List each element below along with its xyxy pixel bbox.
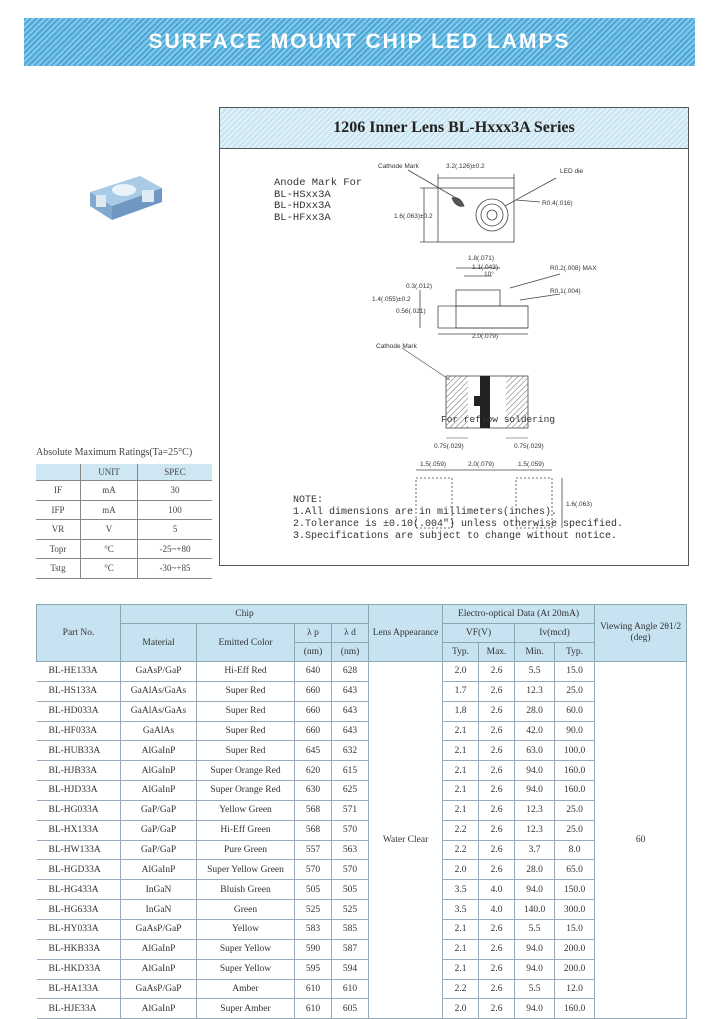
iv-min: 42.0	[515, 721, 555, 741]
iv-min: 28.0	[515, 701, 555, 721]
abs-max-param: VR	[36, 520, 81, 540]
iv-min: 94.0	[515, 781, 555, 801]
chip-material: InGaN	[121, 880, 197, 900]
label-pad-15-left: 1.5(.059)	[420, 461, 447, 468]
abs-max-title: Absolute Maximum Ratings(Ta=25°C)	[36, 447, 193, 458]
chip-material: AlGaInP	[121, 741, 197, 761]
iv-typ: 150.0	[555, 880, 595, 900]
emitted-color: Super Red	[197, 681, 295, 701]
iv-min: 140.0	[515, 900, 555, 920]
vf-typ: 1.8	[443, 701, 479, 721]
chip-material: AlGaInP	[121, 761, 197, 781]
emitted-color: Green	[197, 900, 295, 920]
vf-max: 2.6	[479, 860, 515, 880]
part-number: BL-HG633A	[37, 900, 121, 920]
vf-max: 2.6	[479, 840, 515, 860]
lambda-p: 610	[295, 999, 332, 1019]
lambda-p: 505	[295, 880, 332, 900]
abs-max-spec: 5	[138, 520, 213, 540]
chip-material: AlGaInP	[121, 860, 197, 880]
iv-min: 12.3	[515, 800, 555, 820]
chip-material: AlGaInP	[121, 959, 197, 979]
vf-max: 2.6	[479, 800, 515, 820]
chip-material: AlGaInP	[121, 999, 197, 1019]
iv-min: 12.3	[515, 820, 555, 840]
lambda-d: 643	[332, 701, 369, 721]
part-number: BL-HJE33A	[37, 999, 121, 1019]
note-line: NOTE:	[293, 495, 324, 506]
table-row	[37, 721, 687, 741]
vf-max: 2.6	[479, 701, 515, 721]
part-number: BL-HUB33A	[37, 741, 121, 761]
led-chip-illustration	[86, 168, 166, 224]
abs-max-header: SPEC	[138, 464, 213, 481]
iv-typ: 15.0	[555, 919, 595, 939]
lambda-p: 620	[295, 761, 332, 781]
abs-max-header-row	[36, 464, 212, 481]
vf-max: 2.6	[479, 781, 515, 801]
iv-typ: 200.0	[555, 939, 595, 959]
emitted-color: Super Amber	[197, 999, 295, 1019]
iv-min: 5.5	[515, 662, 555, 682]
col-emitted-color: Emitted Color	[197, 624, 295, 662]
abs-max-spec: -25~+80	[138, 539, 213, 559]
notes	[293, 495, 623, 543]
abs-max-unit: mA	[81, 500, 138, 520]
chip-material: AlGaInP	[121, 939, 197, 959]
emitted-color: Super Red	[197, 721, 295, 741]
iv-min: 94.0	[515, 959, 555, 979]
abs-max-row	[36, 539, 212, 559]
emitted-color: Pure Green	[197, 840, 295, 860]
table-row	[37, 900, 687, 920]
col-nm: (nm)	[295, 643, 332, 662]
col-nm: (nm)	[332, 643, 369, 662]
label-height: 1.6(.063)±0.2	[394, 213, 433, 220]
iv-min: 94.0	[515, 761, 555, 781]
chip-material: GaP/GaP	[121, 820, 197, 840]
iv-typ: 160.0	[555, 781, 595, 801]
iv-typ: 300.0	[555, 900, 595, 920]
part-number: BL-HW133A	[37, 840, 121, 860]
abs-max-unit: °C	[81, 539, 138, 559]
part-number: BL-HX133A	[37, 820, 121, 840]
vf-typ: 2.2	[443, 979, 479, 999]
emitted-color: Yellow Green	[197, 800, 295, 820]
lambda-p: 557	[295, 840, 332, 860]
note-line: 2.Tolerance is ±0.10(.004") unless otherwise specified.	[293, 519, 624, 530]
reflow-caption: For reflow soldering	[441, 414, 556, 425]
iv-min: 28.0	[515, 860, 555, 880]
lambda-d: 570	[332, 820, 369, 840]
note-line: 1.All dimensions are in millimeters(inches).	[293, 507, 558, 518]
col-electro-optical: Electro-optical Data (At 20mA)	[443, 605, 595, 624]
lambda-d: 563	[332, 840, 369, 860]
vf-typ: 2.0	[443, 860, 479, 880]
table-row	[37, 999, 687, 1019]
iv-typ: 200.0	[555, 959, 595, 979]
label-width: 3.2(.126)±0.2	[446, 163, 485, 170]
series-panel	[219, 107, 689, 566]
emitted-color: Bluish Green	[197, 880, 295, 900]
col-lambda-p: λ p	[295, 624, 332, 643]
vf-typ: 2.1	[443, 919, 479, 939]
table-row	[37, 959, 687, 979]
vf-typ: 2.0	[443, 999, 479, 1019]
vf-max: 2.6	[479, 761, 515, 781]
lambda-d: 632	[332, 741, 369, 761]
chip-material: GaAsP/GaP	[121, 979, 197, 999]
iv-typ: 160.0	[555, 761, 595, 781]
vf-typ: 2.2	[443, 820, 479, 840]
vf-typ: 2.1	[443, 939, 479, 959]
vf-typ: 2.1	[443, 781, 479, 801]
lambda-d: 605	[332, 999, 369, 1019]
part-number: BL-HJB33A	[37, 761, 121, 781]
vf-max: 2.6	[479, 999, 515, 1019]
note-line: 3.Specifications are subject to change without notice.	[293, 531, 618, 542]
lambda-d: 643	[332, 681, 369, 701]
vf-max: 2.6	[479, 662, 515, 682]
abs-max-spec: 30	[138, 481, 213, 501]
series-header	[220, 108, 688, 149]
table-row	[37, 741, 687, 761]
table-row	[37, 681, 687, 701]
iv-min: 3.7	[515, 840, 555, 860]
vf-typ: 2.1	[443, 959, 479, 979]
vf-max: 2.6	[479, 919, 515, 939]
lambda-p: 568	[295, 800, 332, 820]
part-number: BL-HKD33A	[37, 959, 121, 979]
iv-min: 5.5	[515, 979, 555, 999]
iv-min: 94.0	[515, 939, 555, 959]
chip-material: GaP/GaP	[121, 800, 197, 820]
iv-min: 94.0	[515, 880, 555, 900]
iv-typ: 100.0	[555, 741, 595, 761]
part-number: BL-HS133A	[37, 681, 121, 701]
table-row	[37, 662, 687, 682]
chip-material: InGaN	[121, 900, 197, 920]
vf-max: 4.0	[479, 900, 515, 920]
vf-typ: 2.1	[443, 741, 479, 761]
vf-typ: 2.1	[443, 761, 479, 781]
chip-material: GaAlAs	[121, 721, 197, 741]
col-lambda-d: λ d	[332, 624, 369, 643]
iv-min: 63.0	[515, 741, 555, 761]
emitted-color: Super Yellow	[197, 959, 295, 979]
viewing-angle-cell: 60	[595, 662, 687, 1019]
label-d11: 1.1(.043)	[472, 264, 499, 271]
vf-typ: 2.2	[443, 840, 479, 860]
emitted-color: Super Yellow Green	[197, 860, 295, 880]
label-d18: 1.8(.071)	[468, 255, 495, 262]
col-iv-min: Min.	[515, 643, 555, 662]
lambda-d: 594	[332, 959, 369, 979]
emitted-color: Super Orange Red	[197, 781, 295, 801]
vf-typ: 1.7	[443, 681, 479, 701]
col-vf-max: Max.	[479, 643, 515, 662]
label-angle: 10°	[484, 271, 494, 278]
table-row	[37, 939, 687, 959]
lambda-p: 610	[295, 979, 332, 999]
iv-typ: 25.0	[555, 820, 595, 840]
lambda-d: 570	[332, 860, 369, 880]
label-pad-20: 2.0(.079)	[468, 461, 495, 468]
col-lens: Lens Appearance	[369, 605, 443, 662]
col-vf-typ: Typ.	[443, 643, 479, 662]
vf-max: 2.6	[479, 820, 515, 840]
part-number: BL-HD033A	[37, 701, 121, 721]
emitted-color: Hi-Eff Green	[197, 820, 295, 840]
chip-material: AlGaInP	[121, 781, 197, 801]
part-number: BL-HG033A	[37, 800, 121, 820]
label-led-die: LED die	[560, 168, 584, 175]
lambda-p: 590	[295, 939, 332, 959]
col-chip: Chip	[121, 605, 369, 624]
anode-mark-line: Anode Mark For	[274, 177, 363, 189]
anode-mark-line: BL-HSxx3A	[274, 188, 331, 201]
label-d075-right: 0.75(.029)	[514, 443, 544, 450]
label-cathode-mark: Cathode Mark	[378, 163, 419, 170]
abs-max-row	[36, 559, 212, 579]
table-row	[37, 840, 687, 860]
label-d075-left: 0.75(.029)	[434, 443, 464, 450]
lambda-d: 525	[332, 900, 369, 920]
iv-typ: 65.0	[555, 860, 595, 880]
abs-max-header: UNIT	[81, 464, 138, 481]
lambda-d: 610	[332, 979, 369, 999]
part-number: BL-HA133A	[37, 979, 121, 999]
series-title: 1206 Inner Lens BL-Hxxx3A Series	[333, 119, 575, 136]
vf-typ: 3.5	[443, 900, 479, 920]
lambda-p: 525	[295, 900, 332, 920]
iv-typ: 90.0	[555, 721, 595, 741]
iv-typ: 60.0	[555, 701, 595, 721]
part-number: BL-HF033A	[37, 721, 121, 741]
abs-max-table	[36, 464, 212, 579]
chip-material: GaAsP/GaP	[121, 919, 197, 939]
abs-max-unit: V	[81, 520, 138, 540]
col-iv-typ: Typ.	[555, 643, 595, 662]
lambda-p: 583	[295, 919, 332, 939]
chip-material: GaAsP/GaP	[121, 662, 197, 682]
abs-max-param: Topr	[36, 539, 81, 559]
label-d14: 1.4(.055)±0.2	[372, 296, 411, 303]
part-number: BL-HE133A	[37, 662, 121, 682]
abs-max-param: Tstg	[36, 559, 81, 579]
vf-max: 2.6	[479, 959, 515, 979]
table-row	[37, 820, 687, 840]
lambda-d: 571	[332, 800, 369, 820]
table-row	[37, 880, 687, 900]
label-pad-15-right: 1.5(.059)	[518, 461, 545, 468]
col-iv: Iv(mcd)	[515, 624, 595, 643]
chip-material: GaAlAs/GaAs	[121, 681, 197, 701]
iv-typ: 15.0	[555, 662, 595, 682]
vf-typ: 2.1	[443, 800, 479, 820]
vf-max: 2.6	[479, 939, 515, 959]
emitted-color: Yellow	[197, 919, 295, 939]
part-number: BL-HJD33A	[37, 781, 121, 801]
col-viewing-angle: Viewing Angle 2θ1/2 (deg)	[595, 605, 687, 662]
lambda-p: 645	[295, 741, 332, 761]
lambda-p: 660	[295, 681, 332, 701]
lambda-p: 640	[295, 662, 332, 682]
anode-mark-line: BL-HFxx3A	[274, 211, 331, 224]
banner-title: SURFACE MOUNT CHIP LED LAMPS	[148, 30, 571, 53]
abs-max-spec: -30~+85	[138, 559, 213, 579]
chip-material: GaP/GaP	[121, 840, 197, 860]
iv-typ: 160.0	[555, 999, 595, 1019]
iv-min: 94.0	[515, 999, 555, 1019]
emitted-color: Super Orange Red	[197, 761, 295, 781]
iv-typ: 25.0	[555, 681, 595, 701]
anode-mark-note	[274, 178, 362, 224]
lambda-d: 643	[332, 721, 369, 741]
part-number: BL-HG433A	[37, 880, 121, 900]
abs-max-row	[36, 500, 212, 520]
lambda-p: 630	[295, 781, 332, 801]
abs-max-row	[36, 520, 212, 540]
emitted-color: Super Red	[197, 701, 295, 721]
lambda-p: 570	[295, 860, 332, 880]
lens-appearance-cell: Water Clear	[369, 662, 443, 1019]
label-pad-16: 1.6(.063)	[566, 501, 593, 508]
lambda-p: 660	[295, 721, 332, 741]
vf-typ: 2.0	[443, 662, 479, 682]
iv-min: 12.3	[515, 681, 555, 701]
lambda-d: 628	[332, 662, 369, 682]
part-number: BL-HKB33A	[37, 939, 121, 959]
lambda-p: 568	[295, 820, 332, 840]
label-d03: 0.3(.012)	[406, 283, 433, 290]
spec-table	[36, 604, 687, 1019]
abs-max-row	[36, 481, 212, 501]
label-cathode-mark-2: Cathode Mark	[376, 343, 417, 350]
abs-max-header	[36, 464, 81, 481]
emitted-color: Super Red	[197, 741, 295, 761]
abs-max-unit: °C	[81, 559, 138, 579]
emitted-color: Hi-Eff Red	[197, 662, 295, 682]
table-row	[37, 781, 687, 801]
lambda-d: 587	[332, 939, 369, 959]
table-row	[37, 860, 687, 880]
vf-max: 2.6	[479, 741, 515, 761]
col-vf: VF(V)	[443, 624, 515, 643]
iv-typ: 25.0	[555, 800, 595, 820]
iv-min: 5.5	[515, 919, 555, 939]
table-row	[37, 979, 687, 999]
vf-typ: 3.5	[443, 880, 479, 900]
part-number: BL-HGD33A	[37, 860, 121, 880]
table-row	[37, 800, 687, 820]
vf-typ: 2.1	[443, 721, 479, 741]
abs-max-param: IFP	[36, 500, 81, 520]
part-number: BL-HY033A	[37, 919, 121, 939]
lambda-d: 505	[332, 880, 369, 900]
lambda-d: 585	[332, 919, 369, 939]
abs-max-spec: 100	[138, 500, 213, 520]
table-row	[37, 701, 687, 721]
col-material: Material	[121, 624, 197, 662]
label-d056: 0.56(.021)	[396, 308, 426, 315]
vf-max: 2.6	[479, 721, 515, 741]
table-row	[37, 761, 687, 781]
iv-typ: 12.0	[555, 979, 595, 999]
iv-typ: 8.0	[555, 840, 595, 860]
chip-material: GaAlAs/GaAs	[121, 701, 197, 721]
label-d20: 2.0(.079)	[472, 333, 499, 340]
abs-max-unit: mA	[81, 481, 138, 501]
vf-max: 4.0	[479, 880, 515, 900]
emitted-color: Amber	[197, 979, 295, 999]
label-r01: R0.1(.004)	[550, 288, 581, 295]
label-r04: R0.4(.016)	[542, 200, 573, 207]
lambda-p: 660	[295, 701, 332, 721]
label-r02: R0.2(.008) MAX	[550, 265, 597, 272]
anode-mark-line: BL-HDxx3A	[274, 200, 331, 212]
vf-max: 2.6	[479, 979, 515, 999]
lambda-p: 595	[295, 959, 332, 979]
lambda-d: 625	[332, 781, 369, 801]
abs-max-param: IF	[36, 481, 81, 501]
table-row	[37, 919, 687, 939]
lambda-d: 615	[332, 761, 369, 781]
emitted-color: Super Yellow	[197, 939, 295, 959]
header-banner	[24, 18, 695, 66]
col-part-no: Part No.	[37, 605, 121, 662]
vf-max: 2.6	[479, 681, 515, 701]
